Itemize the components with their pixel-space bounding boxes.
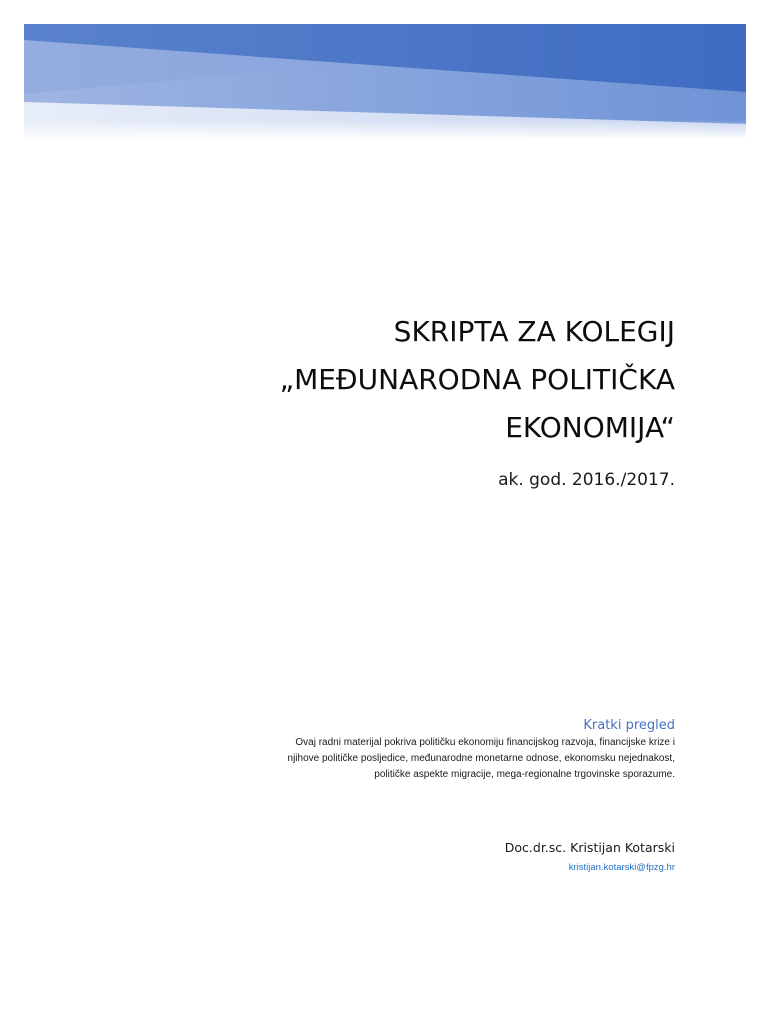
title-line-3: EKONOMIJA“ xyxy=(505,411,675,444)
title-line-2: „MEĐUNARODNA POLITIČKA xyxy=(279,363,675,396)
header-banner xyxy=(24,24,746,140)
document-title xyxy=(280,308,675,452)
abstract-text xyxy=(195,735,675,783)
title-line-1: SKRIPTA ZA KOLEGIJ xyxy=(393,315,675,348)
academic-year: ak. god. 2016./2017. xyxy=(498,470,675,490)
banner-fade xyxy=(24,120,746,140)
abstract-line-1: Ovaj radni materijal pokriva političku ekonomiju financijskog razvoja, financijske krize i xyxy=(295,737,675,748)
abstract-heading: Kratki pregled xyxy=(583,718,675,733)
abstract-section xyxy=(195,718,675,783)
author-block xyxy=(505,839,675,875)
abstract-line-2: njihove političke posljedice, međunarodne monetarne odnose, ekonomsku nejednakost, xyxy=(287,753,675,764)
author-name: Doc.dr.sc. Kristijan Kotarski xyxy=(504,840,675,855)
author-email-link[interactable]: kristijan.kotarski@fpzg.hr xyxy=(568,862,675,873)
abstract-line-3: političke aspekte migracije, mega-regionalne trgovinske sporazume. xyxy=(374,769,675,780)
